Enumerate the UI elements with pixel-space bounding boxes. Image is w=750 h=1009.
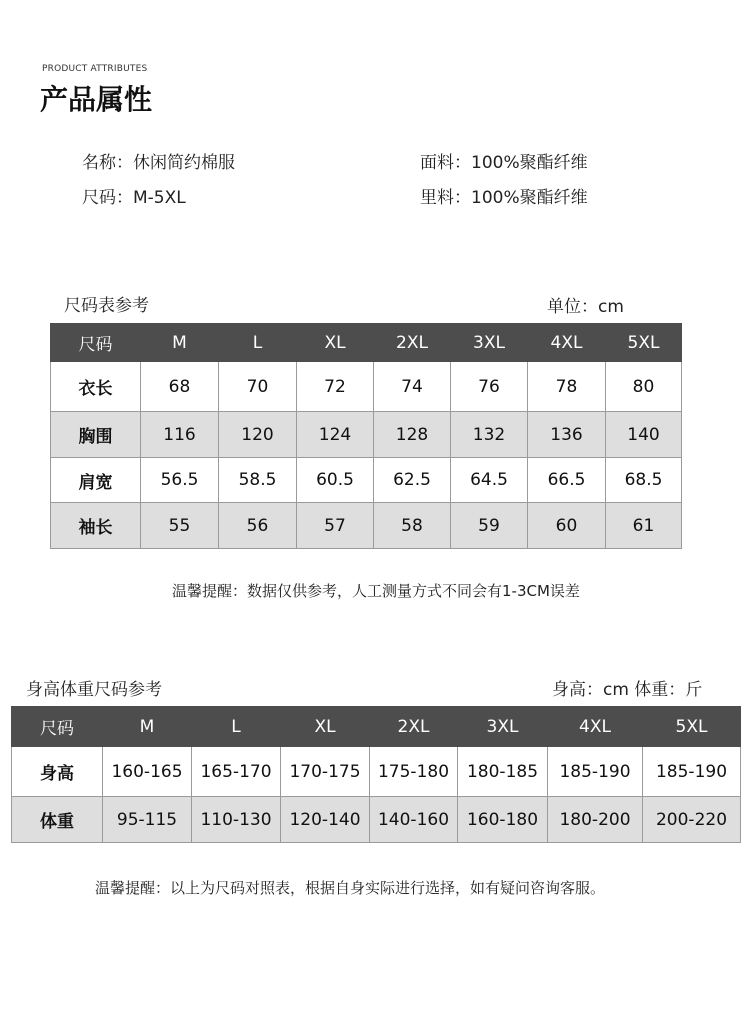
table-cell: 60 — [528, 503, 606, 549]
table-cell: 57 — [297, 503, 374, 549]
table-row — [51, 362, 682, 412]
size-chart-table — [50, 323, 682, 549]
table-cell: 64.5 — [451, 458, 528, 503]
table-row — [12, 797, 741, 843]
table-cell: 74 — [374, 362, 451, 412]
table-cell: 72 — [297, 362, 374, 412]
row-label: 衣长 — [51, 362, 141, 412]
eyebrow-label: PRODUCT ATTRIBUTES — [42, 64, 148, 74]
table-cell: 140 — [606, 412, 682, 458]
height-weight-note: 温馨提醒：以上为尺码对照表，根据自身实际进行选择，如有疑问咨询客服。 — [95, 879, 606, 897]
column-header: M — [141, 324, 219, 362]
table-cell: 120-140 — [281, 797, 370, 843]
row-label: 袖长 — [51, 503, 141, 549]
table-cell: 68 — [141, 362, 219, 412]
column-header: M — [103, 707, 192, 747]
column-header: 4XL — [548, 707, 643, 747]
table-cell: 56.5 — [141, 458, 219, 503]
table-cell: 76 — [451, 362, 528, 412]
table-cell: 116 — [141, 412, 219, 458]
column-header: 2XL — [370, 707, 458, 747]
table-cell: 128 — [374, 412, 451, 458]
attr-fabric: 面料：100%聚酯纤维 — [420, 153, 588, 173]
page-title: 产品属性 — [40, 83, 153, 116]
table-cell: 185-190 — [548, 747, 643, 797]
column-header: L — [219, 324, 297, 362]
table-cell: 66.5 — [528, 458, 606, 503]
table-cell: 185-190 — [643, 747, 741, 797]
attr-size: 尺码：M-5XL — [82, 188, 186, 208]
table-cell: 58 — [374, 503, 451, 549]
height-weight-chart-title: 身高体重尺码参考 — [26, 680, 162, 700]
attr-lining: 里料：100%聚酯纤维 — [420, 188, 588, 208]
column-header: 5XL — [606, 324, 682, 362]
table-cell: 175-180 — [370, 747, 458, 797]
table-cell: 124 — [297, 412, 374, 458]
table-cell: 61 — [606, 503, 682, 549]
table-cell: 59 — [451, 503, 528, 549]
column-header: 3XL — [451, 324, 528, 362]
size-chart-unit: 单位：cm — [547, 297, 624, 317]
table-cell: 180-200 — [548, 797, 643, 843]
height-weight-chart-unit: 身高：cm 体重：斤 — [552, 680, 703, 700]
size-chart-note: 温馨提醒：数据仅供参考，人工测量方式不同会有1-3CM误差 — [172, 582, 580, 600]
row-label: 体重 — [12, 797, 103, 843]
table-cell: 140-160 — [370, 797, 458, 843]
table-cell: 56 — [219, 503, 297, 549]
height-weight-header-row — [12, 707, 741, 747]
attr-name: 名称：休闲简约棉服 — [82, 153, 235, 173]
table-cell: 60.5 — [297, 458, 374, 503]
column-header: XL — [281, 707, 370, 747]
column-header: 5XL — [643, 707, 741, 747]
table-cell: 68.5 — [606, 458, 682, 503]
table-cell: 165-170 — [192, 747, 281, 797]
table-cell: 160-165 — [103, 747, 192, 797]
row-label: 身高 — [12, 747, 103, 797]
table-cell: 180-185 — [458, 747, 548, 797]
table-cell: 120 — [219, 412, 297, 458]
column-header: 2XL — [374, 324, 451, 362]
table-cell: 62.5 — [374, 458, 451, 503]
row-label: 肩宽 — [51, 458, 141, 503]
row-label: 胸围 — [51, 412, 141, 458]
table-cell: 58.5 — [219, 458, 297, 503]
table-cell: 78 — [528, 362, 606, 412]
column-header: L — [192, 707, 281, 747]
column-header: 尺码 — [51, 324, 141, 362]
table-row — [12, 747, 741, 797]
column-header: 3XL — [458, 707, 548, 747]
table-row — [51, 412, 682, 458]
table-cell: 160-180 — [458, 797, 548, 843]
size-chart-header-row — [51, 324, 682, 362]
column-header: 尺码 — [12, 707, 103, 747]
table-row — [51, 458, 682, 503]
table-cell: 136 — [528, 412, 606, 458]
column-header: XL — [297, 324, 374, 362]
table-cell: 95-115 — [103, 797, 192, 843]
table-cell: 80 — [606, 362, 682, 412]
table-row — [51, 503, 682, 549]
table-cell: 170-175 — [281, 747, 370, 797]
table-cell: 110-130 — [192, 797, 281, 843]
column-header: 4XL — [528, 324, 606, 362]
height-weight-table — [11, 706, 741, 843]
table-cell: 200-220 — [643, 797, 741, 843]
size-chart-title: 尺码表参考 — [64, 296, 149, 316]
table-cell: 70 — [219, 362, 297, 412]
table-cell: 132 — [451, 412, 528, 458]
table-cell: 55 — [141, 503, 219, 549]
